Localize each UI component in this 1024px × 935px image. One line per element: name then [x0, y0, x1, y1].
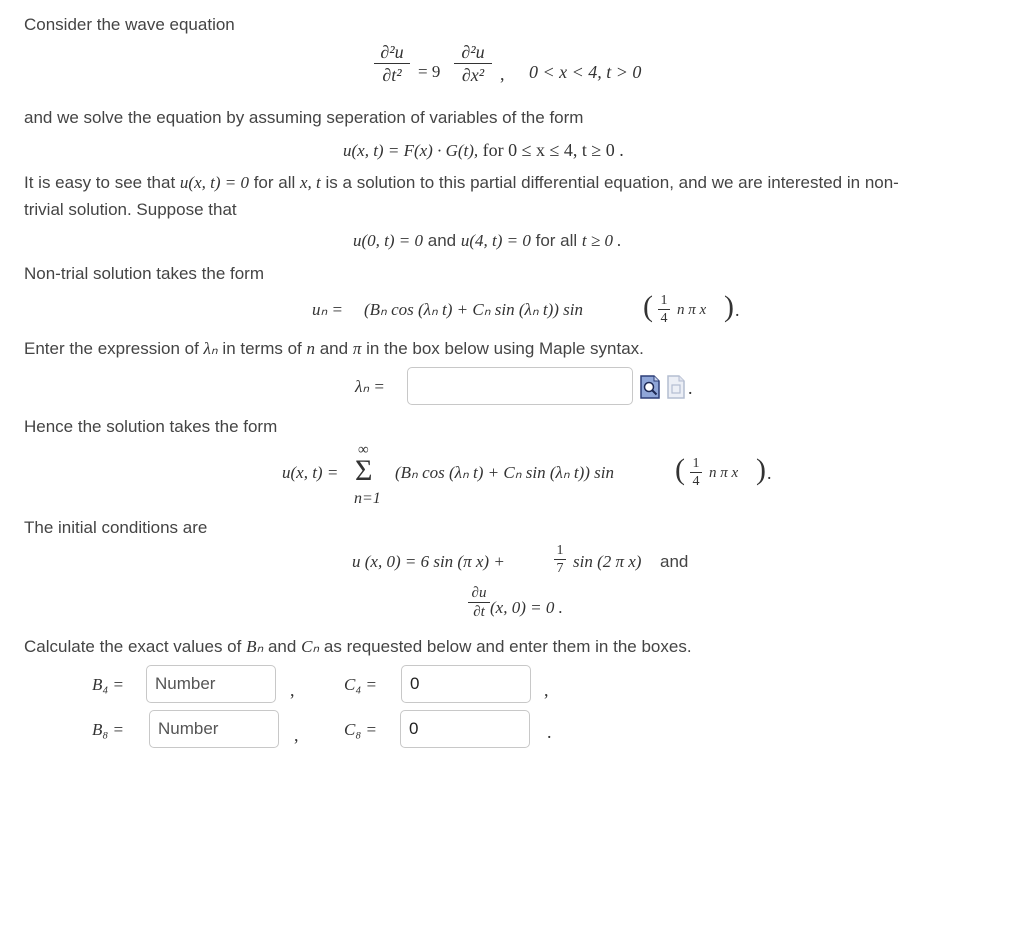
hence-text: Hence the solution takes the form: [24, 417, 278, 436]
nontrial-text: Non-trial solution takes the form: [24, 264, 264, 283]
sum-lhs: u(x, t) =: [282, 463, 339, 482]
B4-label: B₄ =: [92, 675, 125, 694]
intro-text: Consider the wave equation: [24, 15, 235, 34]
boundary-conditions: u(0, t) = 0 and u(4, t) = 0 for all t ≥ 0 .: [353, 231, 622, 250]
calculate-text: Calculate the exact values of Bₙ and Cₙ as requested below and enter them in the boxes.: [24, 637, 692, 656]
enter-lambda-text: Enter the expression of λₙ in terms of n and π in the box below using Maple syntax.: [24, 339, 644, 358]
un-rhs: (Bₙ cos (λₙ t) + Cₙ sin (λₙ t)) sin: [364, 300, 584, 319]
lambda-input[interactable]: [407, 367, 633, 405]
ic2-rhs: (x, 0) = 0 .: [490, 598, 563, 617]
B8-input[interactable]: [149, 710, 279, 748]
wave-domain: 0 < x < 4, t > 0: [529, 62, 642, 82]
sum-upper: ∞: [358, 442, 369, 458]
B4-comma: ,: [290, 680, 295, 700]
preview-icon[interactable]: [639, 375, 661, 399]
un-period: .: [735, 300, 740, 320]
initial-text: The initial conditions are: [24, 518, 208, 537]
sum-open-paren: (: [675, 453, 685, 486]
sum-term: (Bₙ cos (λₙ t) + Cₙ sin (λₙ t)) sin: [395, 463, 615, 482]
wave-comma: ,: [500, 64, 505, 84]
un-close-paren: ): [724, 290, 734, 323]
wave-coefficient: = 9: [418, 62, 441, 81]
sum-fraction: 1 4: [690, 456, 702, 489]
B8-label: B₈ =: [92, 720, 125, 739]
C8-input[interactable]: [400, 710, 530, 748]
un-npx: n π x: [677, 302, 707, 318]
separation-form: u(x, t) = F(x) · G(t), for 0 ≤ x ≤ 4, t ≥ 0 .: [343, 140, 624, 160]
d2u-dx2-fraction: ∂²u ∂x²: [454, 42, 492, 85]
ic1-rhs: sin (2 π x): [573, 552, 642, 571]
C8-label: C₈ =: [344, 720, 377, 739]
lambda-period: .: [688, 378, 693, 398]
un-lhs: uₙ =: [312, 300, 343, 319]
ic1-lhs: u (x, 0) = 6 sin (π x) +: [352, 552, 505, 571]
un-open-paren: (: [643, 290, 653, 323]
sum-close-paren: ): [756, 453, 766, 486]
d2u-dt2-fraction: ∂²u ∂t²: [374, 42, 410, 85]
sum-lower: n=1: [354, 490, 381, 507]
ic1-fraction: 1 7: [554, 543, 566, 576]
C4-input[interactable]: [401, 665, 531, 703]
C4-comma: ,: [544, 680, 549, 700]
ic1-and: and: [660, 552, 689, 571]
B4-input[interactable]: [146, 665, 276, 703]
C4-label: C₄ =: [344, 675, 377, 694]
un-fraction: 1 4: [658, 293, 670, 326]
trivial-text: It is easy to see that u(x, t) = 0 for all x, t is a solution to this partial differential equation, and we are interested in non-: [24, 173, 899, 192]
trivial-text-2: trivial solution. Suppose that: [24, 200, 237, 219]
sum-symbol: Σ: [355, 454, 373, 487]
sum-npx: n π x: [709, 465, 739, 481]
ic2-fraction: ∂u ∂t: [468, 585, 490, 620]
lambda-label: λₙ =: [355, 377, 385, 396]
C8-period: .: [547, 722, 552, 742]
sum-period: .: [767, 463, 772, 483]
syntax-help-icon[interactable]: [666, 375, 686, 399]
B8-comma: ,: [294, 725, 299, 745]
separation-text: and we solve the equation by assuming seperation of variables of the form: [24, 108, 584, 127]
